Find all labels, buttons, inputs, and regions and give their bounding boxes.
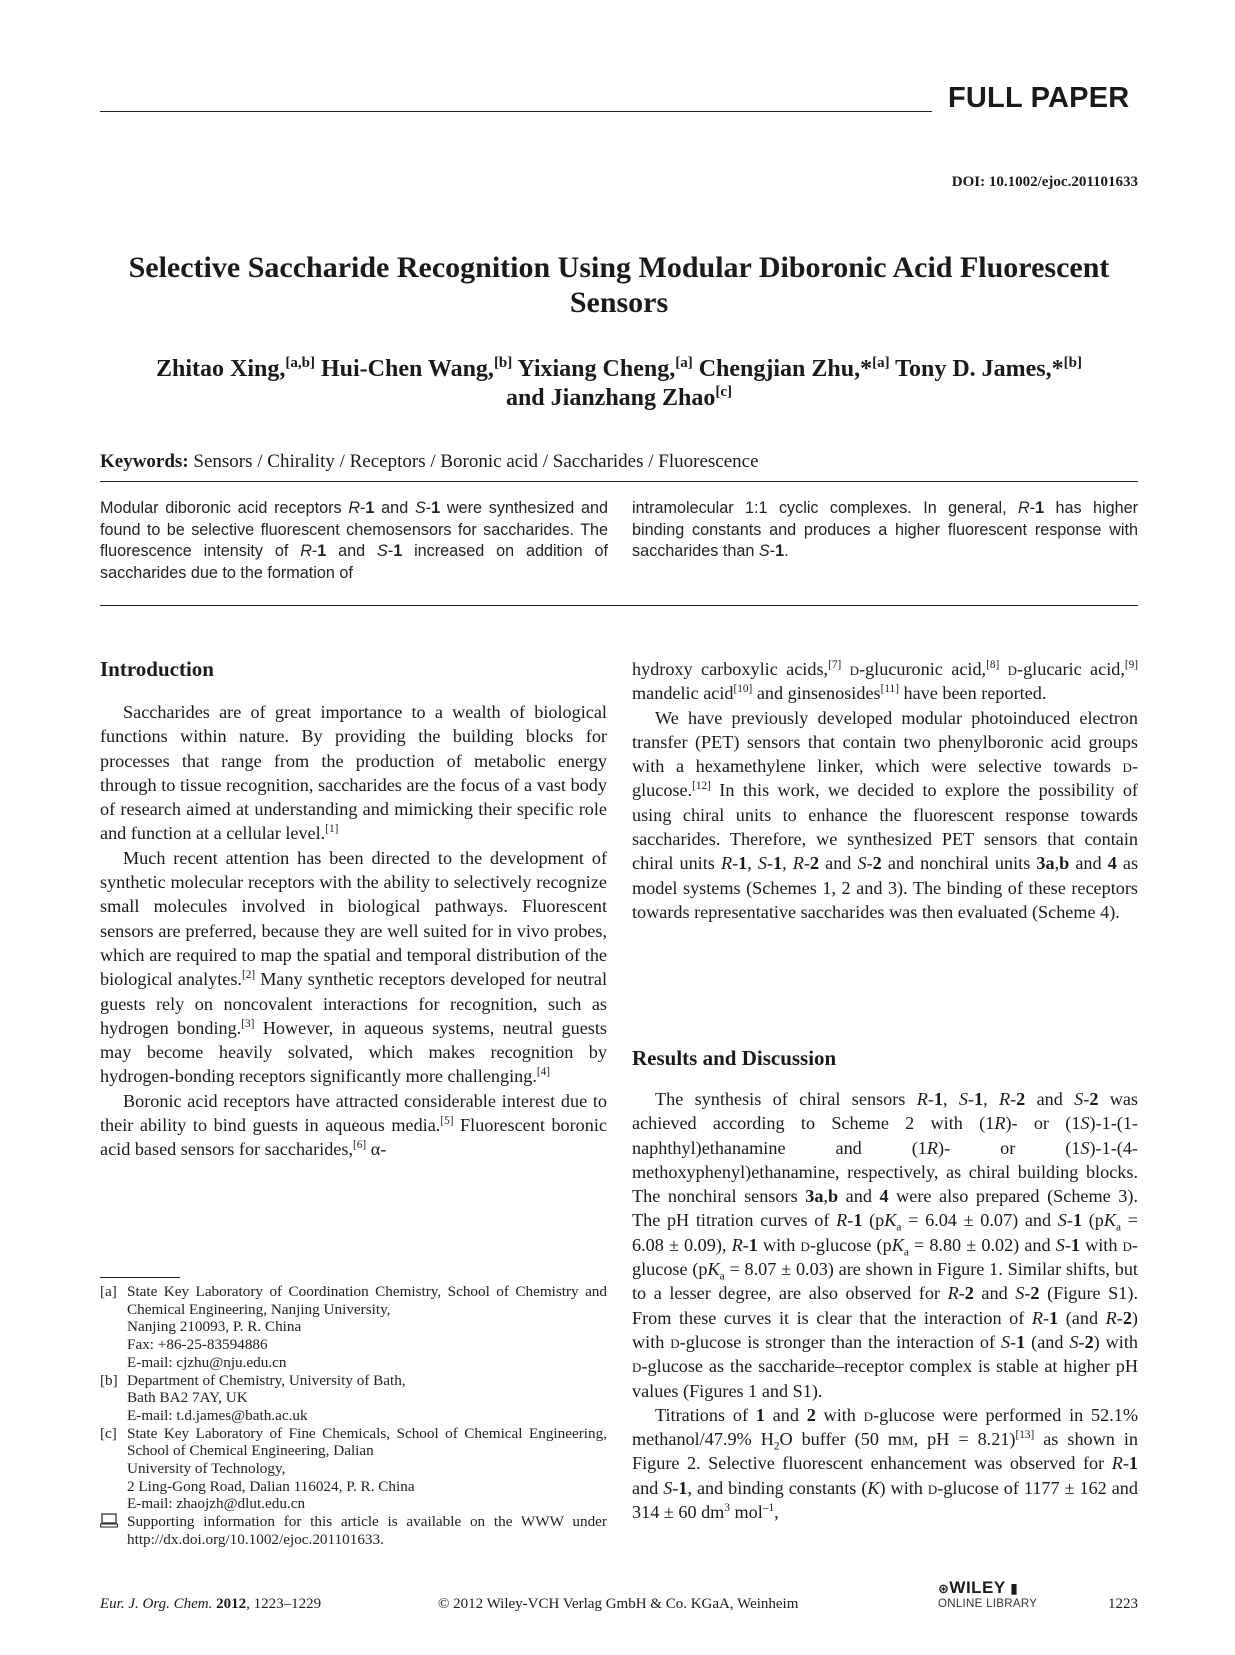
- footnote-rule: [100, 1277, 180, 1278]
- affiliation-tag: [b]: [100, 1371, 118, 1389]
- supporting-info-link[interactable]: Supporting information for this article is available on the WWW under http://dx.doi.org/10.1002/ejoc.201101633.: [127, 1513, 607, 1548]
- keywords-list: Sensors / Chirality / Receptors / Boronic acid / Saccharides / Fluorescence: [193, 451, 759, 472]
- publisher-logo: [938, 1578, 1037, 1610]
- affiliation-tag: [c]: [100, 1424, 117, 1442]
- affiliation-line: Fax: +86-25-83594886: [127, 1336, 268, 1354]
- affiliation-tag: [a]: [100, 1283, 117, 1300]
- email-link[interactable]: E-mail: zhaojzh@dlut.edu.cn: [127, 1495, 306, 1513]
- introduction-heading: Introduction: [100, 657, 214, 681]
- affiliation-line: State Key Laboratory of Coordination Chemistry, School of Chemistry and Chemical Engineering, Nanjing University,: [127, 1283, 607, 1318]
- affiliation-line: University of Technology,: [127, 1460, 286, 1478]
- journal-year: 2012: [216, 1596, 247, 1612]
- author: Yixiang Cheng,: [517, 356, 676, 382]
- journal-citation: [100, 1596, 321, 1613]
- body-column-left: [100, 700, 607, 1162]
- keywords: [100, 451, 759, 473]
- email-link[interactable]: E-mail: t.d.james@bath.ac.uk: [127, 1406, 308, 1424]
- paper-title: Selective Saccharide Recognition Using Modular Diboronic Acid Fluorescent Sensors: [128, 251, 1110, 319]
- paragraph: Saccharides are of great importance to a wealth of biological functions within nature. By providing the building blocks for processes that range from the production of metabolic energy through to tissue recognition, saccharides are the focus of a vast body of research aimed at understanding and mimicking their specific role and function at a cellular level.[1]: [100, 702, 607, 844]
- affiliation-mark: [b]: [493, 355, 513, 371]
- copyright: © 2012 Wiley-VCH Verlag GmbH & Co. KGaA, Weinheim: [438, 1596, 799, 1612]
- affiliation-mark: [a,b]: [285, 355, 315, 371]
- abstract-column-2: intramolecular 1:1 cyclic complexes. In general, R-1 has higher binding constants and produces a higher fluorescent response with saccharides than S-1.: [632, 499, 1139, 561]
- publisher-name: WILEY: [949, 1578, 1006, 1597]
- paragraph: Boronic acid receptors have attracted considerable interest due to their ability to bind guests in aqueous media.[5] Fluorescent boronic acid based sensors for saccharides,[6] α-: [100, 1090, 607, 1160]
- affiliation-line: 2 Ling-Gong Road, Dalian 116024, P. R. China: [127, 1477, 415, 1495]
- affiliation-line: Nanjing 210093, P. R. China: [127, 1318, 302, 1336]
- affiliation-line: Department of Chemistry, University of Bath,: [127, 1371, 406, 1389]
- results-heading: Results and Discussion: [632, 1046, 837, 1070]
- publisher-sub: ONLINE LIBRARY: [938, 1598, 1038, 1610]
- body-column-right-results: [632, 1087, 1138, 1524]
- author: and Jianzhang Zhao: [505, 385, 716, 411]
- author: Chengjian Zhu,*: [698, 356, 873, 382]
- keywords-label: Keywords:: [100, 451, 189, 472]
- header-rule: [100, 111, 932, 112]
- supporting-info-note: [100, 1513, 607, 1548]
- abstract-top-rule: [100, 481, 1138, 482]
- affiliation-line: Bath BA2 7AY, UK: [127, 1389, 248, 1407]
- wiley-seal-icon: ⊛: [938, 1581, 950, 1596]
- paragraph: The synthesis of chiral sensors R-1, S-1, R-2 and S-2 was achieved according to Scheme 2 with (1R)- or (1S)-1-(1-naphthyl)ethanamine and (1R)- or (1S)-1-(4-methoxyphenyl)ethanamine, respectively, as chiral building blocks. The nonchiral sensors 3a,b and 4 were also prepared (Scheme 3). The pH titration curves of R-1 $(pK_a = 6.04 \pm 0.07)$ and S-1 $(pK_a = 6.08 \pm 0.09)$, R-1 with d-glucose $(pK_a = 8.80 \pm 0.02)$ and S-1 with d-glucose $(pK_a = 8.07 \pm 0.03)$ are shown in Figure 1. Similar shifts, but to a lesser degree, are also observed for R-2 and S-2 (Figure S1). From these curves it is clear that the interaction of R-1 (and R-2) with d-glucose is stronger than the interaction of S-1 (and S-2) with d-glucose as the saccharide–receptor complex is stable at higher pH values (Figures 1 and S1).: [632, 1089, 1139, 1401]
- affiliation-mark: [a]: [872, 355, 890, 371]
- author: Tony D. James,*: [895, 356, 1064, 382]
- affiliation-b: [100, 1372, 607, 1425]
- affiliation-line: State Key Laboratory of Fine Chemicals, School of Chemical Engineering, School of Chemical Engineering, Dalian: [127, 1424, 607, 1460]
- journal-pages: , 1223–1229: [246, 1596, 322, 1612]
- paragraph: hydroxy carboxylic acids,[7] d-glucuronic acid,[8] d-glucaric acid,[9] mandelic acid[10] and ginsenosides[11] have been reported.: [632, 658, 1139, 704]
- affiliations: [100, 1283, 607, 1549]
- email-link[interactable]: E-mail: cjzhu@nju.edu.cn: [127, 1353, 287, 1371]
- author: Hui-Chen Wang,: [320, 356, 494, 382]
- author-list: [100, 355, 1138, 413]
- paragraph: We have previously developed modular photoinduced electron transfer (PET) sensors that contain two phenylboronic acid groups with a hexamethylene linker, which were selective towards d-glucose.[12] In this work, we decided to explore the possibility of using chiral units to enhance the fluorescent response towards saccharides. Therefore, we synthesized PET sensors that contain chiral units R-1, S-1, R-2 and S-2 and nonchiral units 3a,b and 4 as model systems (Schemes 1, 2 and 3). The binding of these receptors towards representative saccharides was then evaluated (Scheme 4).: [632, 707, 1139, 922]
- paragraph: Titrations of 1 and 2 with d-glucose were performed in 52.1% methanol/47.9% $H_2O$ buffer (50 mm, pH = 8.21)[13] as shown in Figure 2. Selective fluorescent enhancement was observed for R-1 and S-1, and binding constants (K) with d-glucose of 1177 ± 162 and 314 ± 60 $dm^3$ mol$^{-1}$,: [632, 1404, 1138, 1523]
- author: Zhitao Xing,: [156, 356, 286, 382]
- body-column-right: [632, 657, 1138, 924]
- affiliation-a: [100, 1283, 607, 1372]
- page-number: 1223: [1108, 1596, 1138, 1612]
- book-icon: ▮: [1005, 1580, 1019, 1596]
- affiliation-c: [100, 1425, 607, 1514]
- affiliation-mark: [c]: [715, 384, 733, 400]
- abstract-bottom-rule: [100, 605, 1138, 606]
- paragraph: Much recent attention has been directed to the development of synthetic molecular receptors with the ability to selectively recognize small molecules involved in biological pathways. Fluorescent sensors are preferred, because they are well suited for in vivo probes, which are required to map the spatial and temporal distribution of the biological analytes.[2] Many synthetic receptors developed for neutral guests rely on noncovalent interactions for recognition, such as hydrogen bonding.[3] However, in aqueous systems, neutral guests may become heavily solvated, which makes recognition by hydrogen-bonding receptors significantly more challenging.[4]: [100, 847, 607, 1087]
- journal-name: Eur. J. Org. Chem.: [100, 1596, 213, 1612]
- section-label: FULL PAPER: [948, 82, 1130, 114]
- computer-icon: [100, 1513, 127, 1548]
- affiliation-mark: [b]: [1063, 355, 1082, 371]
- doi[interactable]: DOI: 10.1002/ejoc.201101633: [951, 174, 1138, 190]
- affiliation-mark: [a]: [675, 355, 693, 371]
- abstract-column-1: Modular diboronic acid receptors R-1 and S-1 were synthesized and found to be selective fluorescent chemosensors for saccharides. The fluorescence intensity of R-1 and S-1 increased on addition of saccharides due to the formation of: [100, 499, 608, 582]
